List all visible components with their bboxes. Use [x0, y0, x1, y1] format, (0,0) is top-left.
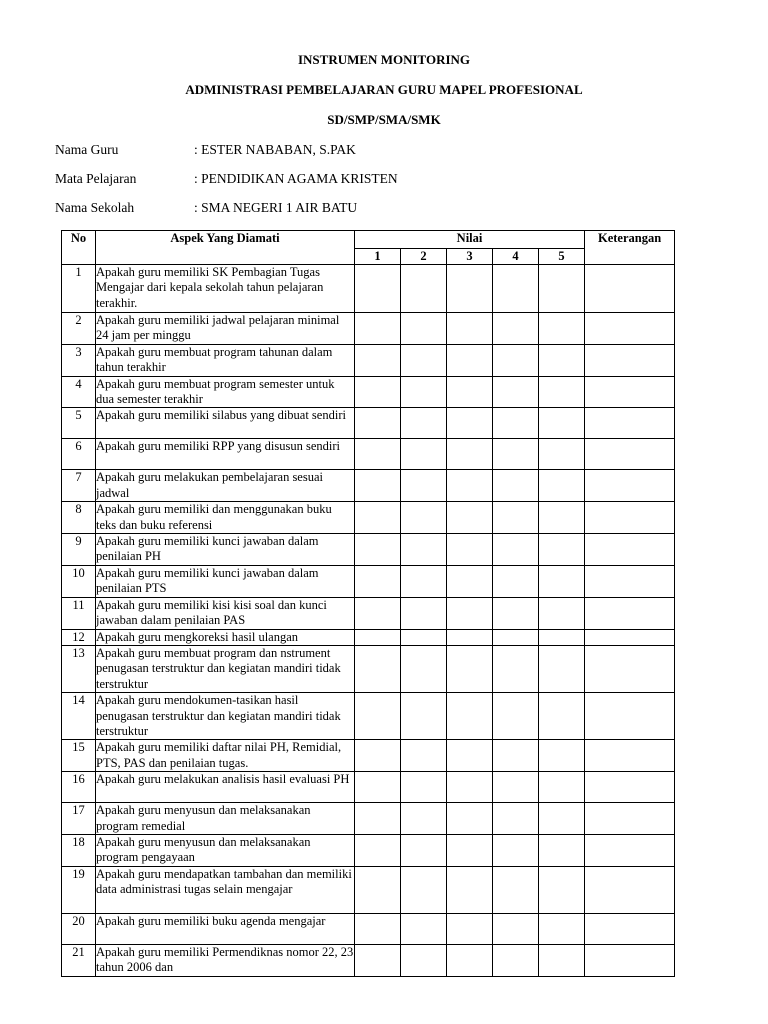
score-cell-3[interactable] — [447, 645, 493, 692]
row-number: 17 — [62, 803, 96, 835]
score-cell-4[interactable] — [493, 866, 539, 913]
score-cell-4[interactable] — [493, 645, 539, 692]
row-number: 6 — [62, 439, 96, 470]
keterangan-cell[interactable] — [585, 313, 675, 345]
keterangan-cell[interactable] — [585, 597, 675, 629]
score-cell-2[interactable] — [401, 376, 447, 408]
score-cell-1[interactable] — [355, 408, 401, 439]
keterangan-cell[interactable] — [585, 693, 675, 740]
row-number: 19 — [62, 866, 96, 913]
score-cell-1[interactable] — [355, 534, 401, 566]
score-cell-2[interactable] — [401, 565, 447, 597]
row-aspek: Apakah guru melakukan analisis hasil evaluasi PH — [96, 772, 355, 803]
info-value: : SMA NEGERI 1 AIR BATU — [194, 200, 358, 215]
score-cell-4[interactable] — [493, 693, 539, 740]
score-cell-3[interactable] — [447, 344, 493, 376]
score-cell-1[interactable] — [355, 265, 401, 313]
score-cell-4[interactable] — [493, 470, 539, 502]
score-cell-3[interactable] — [447, 913, 493, 944]
header-score-3: 3 — [447, 249, 493, 265]
score-cell-4[interactable] — [493, 834, 539, 866]
table-row — [62, 803, 675, 835]
score-cell-2[interactable] — [401, 344, 447, 376]
keterangan-cell[interactable] — [585, 470, 675, 502]
row-number: 18 — [62, 834, 96, 866]
score-cell-3[interactable] — [447, 740, 493, 772]
row-number: 15 — [62, 740, 96, 772]
table-row — [62, 834, 675, 866]
row-number: 13 — [62, 645, 96, 692]
score-cell-5[interactable] — [539, 597, 585, 629]
row-number: 2 — [62, 313, 96, 345]
keterangan-cell[interactable] — [585, 534, 675, 566]
keterangan-cell[interactable] — [585, 439, 675, 470]
row-aspek: Apakah guru membuat program dan nstrument penugasan terstruktur dan kegiatan mandiri tidak terstruktur — [96, 645, 355, 692]
score-cell-1[interactable] — [355, 629, 401, 645]
header-keterangan: Keterangan — [585, 231, 675, 265]
score-cell-3[interactable] — [447, 470, 493, 502]
keterangan-cell[interactable] — [585, 944, 675, 976]
score-cell-3[interactable] — [447, 866, 493, 913]
row-number: 9 — [62, 534, 96, 566]
score-cell-5[interactable] — [539, 344, 585, 376]
header-no: No — [62, 231, 96, 265]
row-aspek: Apakah guru membuat program semester untuk dua semester terakhir — [96, 376, 355, 408]
score-cell-4[interactable] — [493, 740, 539, 772]
header-aspek: Aspek Yang Diamati — [96, 231, 355, 265]
score-cell-4[interactable] — [493, 534, 539, 566]
table-row — [62, 313, 675, 345]
keterangan-cell[interactable] — [585, 629, 675, 645]
score-cell-3[interactable] — [447, 439, 493, 470]
score-cell-2[interactable] — [401, 470, 447, 502]
score-cell-5[interactable] — [539, 803, 585, 835]
score-cell-4[interactable] — [493, 629, 539, 645]
score-cell-4[interactable] — [493, 913, 539, 944]
score-cell-3[interactable] — [447, 534, 493, 566]
header-score-4: 4 — [493, 249, 539, 265]
score-cell-3[interactable] — [447, 565, 493, 597]
row-aspek: Apakah guru menyusun dan melaksanakan program pengayaan — [96, 834, 355, 866]
score-cell-4[interactable] — [493, 565, 539, 597]
header-score-1: 1 — [355, 249, 401, 265]
score-cell-2[interactable] — [401, 693, 447, 740]
score-cell-2[interactable] — [401, 834, 447, 866]
score-cell-4[interactable] — [493, 376, 539, 408]
table-row — [62, 265, 675, 313]
row-aspek: Apakah guru melakukan pembelajaran sesuai jadwal — [96, 470, 355, 502]
row-aspek: Apakah guru mendapatkan tambahan dan memiliki data administrasi tugas selain mengajar — [96, 866, 355, 913]
score-cell-5[interactable] — [539, 834, 585, 866]
table-row — [62, 629, 675, 645]
score-cell-1[interactable] — [355, 565, 401, 597]
table-row — [62, 565, 675, 597]
score-cell-4[interactable] — [493, 408, 539, 439]
row-number: 3 — [62, 344, 96, 376]
table-row — [62, 866, 675, 913]
score-cell-5[interactable] — [539, 313, 585, 345]
score-cell-3[interactable] — [447, 629, 493, 645]
score-cell-2[interactable] — [401, 534, 447, 566]
row-number: 16 — [62, 772, 96, 803]
row-aspek: Apakah guru memiliki daftar nilai PH, Remidial, PTS, PAS dan penilaian tugas. — [96, 740, 355, 772]
keterangan-cell[interactable] — [585, 265, 675, 313]
info-label: Nama Guru — [55, 142, 119, 157]
monitoring-table — [61, 230, 675, 977]
keterangan-cell[interactable] — [585, 408, 675, 439]
row-aspek: Apakah guru memiliki SK Pembagian Tugas Mengajar dari kepala sekolah tahun pelajaran terakhir. — [96, 265, 355, 313]
row-number: 11 — [62, 597, 96, 629]
row-aspek: Apakah guru memiliki kisi kisi soal dan kunci jawaban dalam penilaian PAS — [96, 597, 355, 629]
row-number: 21 — [62, 944, 96, 976]
row-aspek: Apakah guru menyusun dan melaksanakan program remedial — [96, 803, 355, 835]
score-cell-1[interactable] — [355, 913, 401, 944]
document-level: SD/SMP/SMA/SMK — [327, 112, 441, 127]
table-body — [62, 265, 675, 977]
score-cell-1[interactable] — [355, 645, 401, 692]
score-cell-1[interactable] — [355, 866, 401, 913]
score-cell-2[interactable] — [401, 944, 447, 976]
score-cell-2[interactable] — [401, 408, 447, 439]
row-aspek: Apakah guru mengkoreksi hasil ulangan — [96, 629, 355, 645]
row-aspek: Apakah guru memiliki Permendiknas nomor 22, 23 tahun 2006 dan — [96, 944, 355, 976]
document-title: INSTRUMEN MONITORING — [297, 52, 471, 67]
keterangan-cell[interactable] — [585, 376, 675, 408]
document-subtitle: ADMINISTRASI PEMBELAJARAN GURU MAPEL PROFESIONAL — [185, 82, 583, 97]
keterangan-cell[interactable] — [585, 740, 675, 772]
score-cell-3[interactable] — [447, 265, 493, 313]
score-cell-5[interactable] — [539, 913, 585, 944]
table-row — [62, 944, 675, 976]
header-score-5: 5 — [539, 249, 585, 265]
score-cell-2[interactable] — [401, 866, 447, 913]
keterangan-cell[interactable] — [585, 645, 675, 692]
info-value: : PENDIDIKAN AGAMA KRISTEN — [194, 171, 398, 186]
row-number: 10 — [62, 565, 96, 597]
score-cell-3[interactable] — [447, 408, 493, 439]
score-cell-3[interactable] — [447, 313, 493, 345]
row-aspek: Apakah guru memiliki jadwal pelajaran minimal 24 jam per minggu — [96, 313, 355, 345]
info-label: Nama Sekolah — [55, 200, 135, 215]
table-row — [62, 376, 675, 408]
score-cell-3[interactable] — [447, 944, 493, 976]
table-row — [62, 913, 675, 944]
row-aspek: Apakah guru memiliki silabus yang dibuat sendiri — [96, 408, 355, 439]
table-row — [62, 502, 675, 534]
score-cell-3[interactable] — [447, 502, 493, 534]
keterangan-cell[interactable] — [585, 772, 675, 803]
score-cell-1[interactable] — [355, 470, 401, 502]
score-cell-4[interactable] — [493, 265, 539, 313]
score-cell-1[interactable] — [355, 834, 401, 866]
row-number: 4 — [62, 376, 96, 408]
keterangan-cell[interactable] — [585, 565, 675, 597]
score-cell-2[interactable] — [401, 597, 447, 629]
row-number: 8 — [62, 502, 96, 534]
score-cell-5[interactable] — [539, 408, 585, 439]
score-cell-2[interactable] — [401, 629, 447, 645]
info-label: Mata Pelajaran — [55, 171, 137, 186]
score-cell-5[interactable] — [539, 772, 585, 803]
score-cell-5[interactable] — [539, 866, 585, 913]
score-cell-2[interactable] — [401, 439, 447, 470]
table-row — [62, 408, 675, 439]
table-row — [62, 772, 675, 803]
score-cell-2[interactable] — [401, 740, 447, 772]
score-cell-5[interactable] — [539, 534, 585, 566]
score-cell-5[interactable] — [539, 470, 585, 502]
row-aspek: Apakah guru memiliki kunci jawaban dalam penilaian PTS — [96, 565, 355, 597]
score-cell-1[interactable] — [355, 313, 401, 345]
score-cell-2[interactable] — [401, 772, 447, 803]
row-number: 20 — [62, 913, 96, 944]
table-row — [62, 534, 675, 566]
score-cell-3[interactable] — [447, 803, 493, 835]
score-cell-5[interactable] — [539, 376, 585, 408]
score-cell-1[interactable] — [355, 693, 401, 740]
row-number: 7 — [62, 470, 96, 502]
score-cell-4[interactable] — [493, 597, 539, 629]
score-cell-1[interactable] — [355, 772, 401, 803]
row-number: 12 — [62, 629, 96, 645]
score-cell-3[interactable] — [447, 693, 493, 740]
score-cell-5[interactable] — [539, 944, 585, 976]
score-cell-2[interactable] — [401, 265, 447, 313]
score-cell-5[interactable] — [539, 565, 585, 597]
score-cell-5[interactable] — [539, 439, 585, 470]
row-number: 1 — [62, 265, 96, 313]
score-cell-4[interactable] — [493, 944, 539, 976]
score-cell-1[interactable] — [355, 376, 401, 408]
score-cell-1[interactable] — [355, 740, 401, 772]
table-row — [62, 344, 675, 376]
header-score-2: 2 — [401, 249, 447, 265]
score-cell-4[interactable] — [493, 344, 539, 376]
score-cell-5[interactable] — [539, 740, 585, 772]
score-cell-1[interactable] — [355, 344, 401, 376]
score-cell-2[interactable] — [401, 313, 447, 345]
score-cell-2[interactable] — [401, 803, 447, 835]
score-cell-3[interactable] — [447, 834, 493, 866]
table-row — [62, 597, 675, 629]
score-cell-5[interactable] — [539, 629, 585, 645]
score-cell-3[interactable] — [447, 597, 493, 629]
score-cell-5[interactable] — [539, 265, 585, 313]
row-aspek: Apakah guru memiliki kunci jawaban dalam penilaian PH — [96, 534, 355, 566]
row-aspek: Apakah guru membuat program tahunan dalam tahun terakhir — [96, 344, 355, 376]
header-nilai: Nilai — [355, 231, 585, 249]
keterangan-cell[interactable] — [585, 834, 675, 866]
row-number: 5 — [62, 408, 96, 439]
score-cell-4[interactable] — [493, 502, 539, 534]
row-aspek: Apakah guru memiliki dan menggunakan buku teks dan buku referensi — [96, 502, 355, 534]
score-cell-2[interactable] — [401, 645, 447, 692]
score-cell-2[interactable] — [401, 502, 447, 534]
table-row — [62, 740, 675, 772]
score-cell-1[interactable] — [355, 597, 401, 629]
info-value: : ESTER NABABAN, S.PAK — [194, 142, 356, 157]
row-aspek: Apakah guru memiliki buku agenda mengajar — [96, 913, 355, 944]
score-cell-5[interactable] — [539, 645, 585, 692]
keterangan-cell[interactable] — [585, 502, 675, 534]
keterangan-cell[interactable] — [585, 803, 675, 835]
table-row — [62, 470, 675, 502]
score-cell-5[interactable] — [539, 693, 585, 740]
score-cell-4[interactable] — [493, 313, 539, 345]
score-cell-2[interactable] — [401, 913, 447, 944]
keterangan-cell[interactable] — [585, 913, 675, 944]
table-row — [62, 693, 675, 740]
row-aspek: Apakah guru mendokumen-tasikan hasil penugasan terstruktur dan kegiatan mandiri tidak terstruktur — [96, 693, 355, 740]
score-cell-1[interactable] — [355, 803, 401, 835]
row-number: 14 — [62, 693, 96, 740]
table-row — [62, 439, 675, 470]
row-aspek: Apakah guru memiliki RPP yang disusun sendiri — [96, 439, 355, 470]
score-cell-5[interactable] — [539, 502, 585, 534]
score-cell-1[interactable] — [355, 502, 401, 534]
keterangan-cell[interactable] — [585, 344, 675, 376]
score-cell-3[interactable] — [447, 376, 493, 408]
score-cell-1[interactable] — [355, 944, 401, 976]
table-row — [62, 645, 675, 692]
score-cell-1[interactable] — [355, 439, 401, 470]
score-cell-4[interactable] — [493, 772, 539, 803]
keterangan-cell[interactable] — [585, 866, 675, 913]
score-cell-3[interactable] — [447, 772, 493, 803]
score-cell-4[interactable] — [493, 439, 539, 470]
score-cell-4[interactable] — [493, 803, 539, 835]
